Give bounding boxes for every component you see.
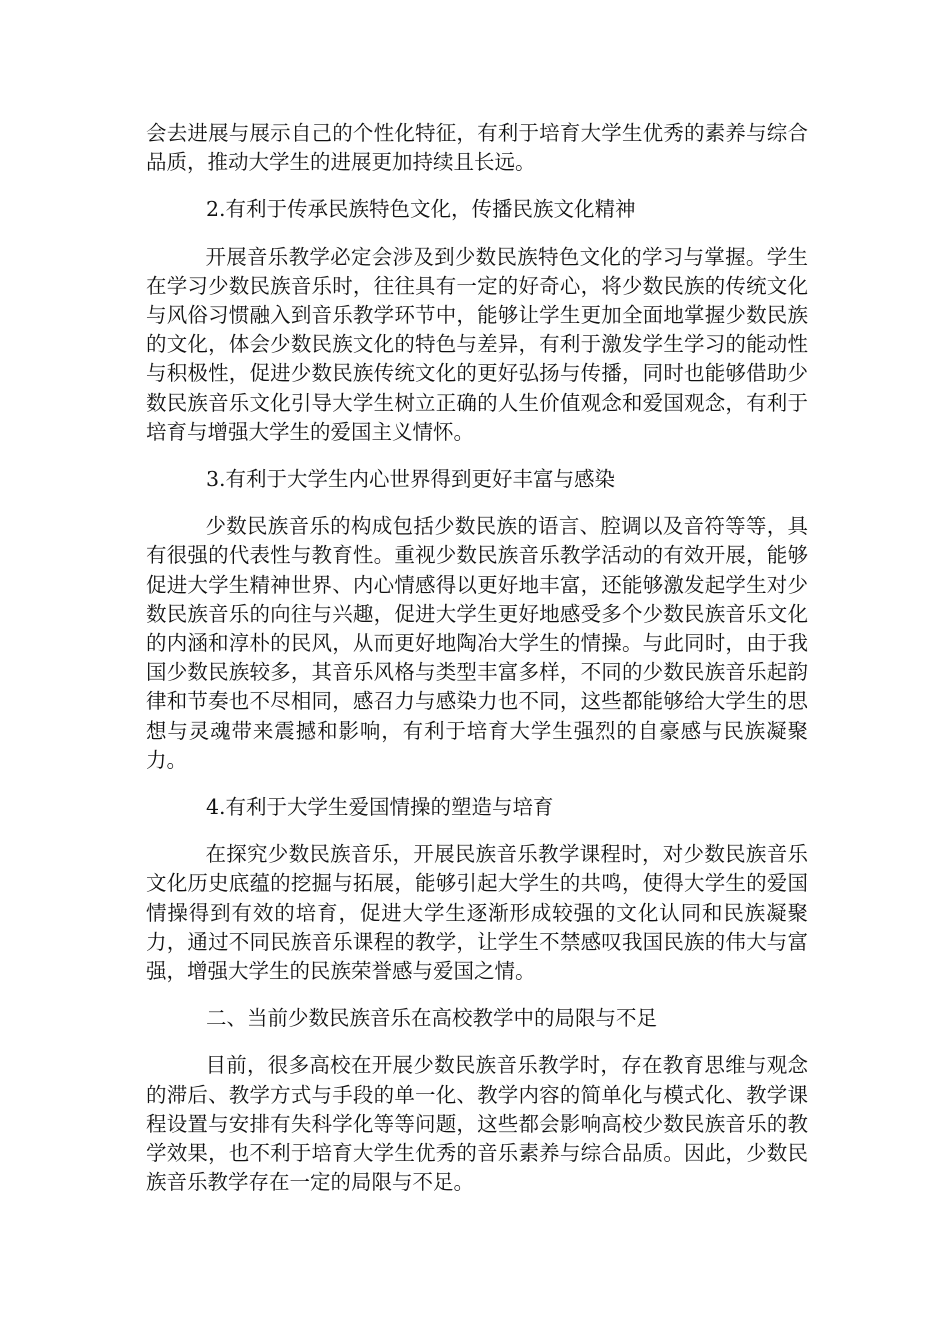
- paragraph-section-3: 少数民族音乐的构成包括少数民族的语言、腔调以及音符等等，具有很强的代表性与教育性。重视少数民族音乐教学活动的有效开展，能够促进大学生精神世界、内心情感得以更好地丰富，还能够激发起学生对少数民族音乐的向往与兴趣，促进大学生更好地感受多个少数民族音乐文化的内涵和淳朴的民风，从而更好地陶冶大学生的情操。与此同时，由于我国少数民族较多，其音乐风格与类型丰富多样，不同的少数民族音乐起韵律和节奏也不尽相同，感召力与感染力也不同，这些都能够给大学生的思想与灵魂带来震撼和影响，有利于培育大学生强烈的自豪感与民族凝聚力。: [146, 514, 808, 772]
- document-page: [146, 119, 808, 1198]
- section-heading-4: 4.有利于大学生爱国情操的塑造与培育: [206, 795, 554, 820]
- paragraph-section-2: 开展音乐教学必定会涉及到少数民族特色文化的学习与掌握。学生在学习少数民族音乐时，往往具有一定的好奇心，将少数民族的传统文化与风俗习惯融入到音乐教学环节中，能够让学生更加全面地掌握少数民族的文化，体会少数民族文化的特色与差异，有利于激发学生学习的能动性与积极性，促进少数民族传统文化的更好弘扬与传播，同时也能够借助少数民族音乐文化引导大学生树立正确的人生价值观念和爱国观念，有利于培育与增强大学生的爱国主义情怀。: [146, 244, 808, 444]
- paragraph-chapter-2: 目前，很多高校在开展少数民族音乐教学时，存在教育思维与观念的滞后、教学方式与手段的单一化、教学内容的简单化与模式化、教学课程设置与安排有失科学化等等问题，这些都会影响高校少数民族音乐的教学效果，也不利于培育大学生优秀的音乐素养与综合品质。因此，少数民族音乐教学存在一定的局限与不足。: [146, 1053, 808, 1195]
- paragraph-continued: 会去进展与展示自己的个性化特征，有利于培育大学生优秀的素养与综合品质，推动大学生的进展更加持续且长远。: [146, 121, 808, 175]
- section-heading-2: 2.有利于传承民族特色文化，传播民族文化精神: [206, 197, 636, 222]
- section-heading-3: 3.有利于大学生内心世界得到更好丰富与感染: [206, 467, 616, 492]
- paragraph-section-4: 在探究少数民族音乐，开展民族音乐教学课程时，对少数民族音乐文化历史底蕴的挖掘与拓展，能够引起大学生的共鸣，使得大学生的爱国情操得到有效的培育，促进大学生逐渐形成较强的文化认同和民族凝聚力，通过不同民族音乐课程的教学，让学生不禁感叹我国民族的伟大与富强，增强大学生的民族荣誉感与爱国之情。: [146, 842, 808, 984]
- chapter-heading-2: 二、当前少数民族音乐在高校教学中的局限与不足: [206, 1006, 657, 1031]
